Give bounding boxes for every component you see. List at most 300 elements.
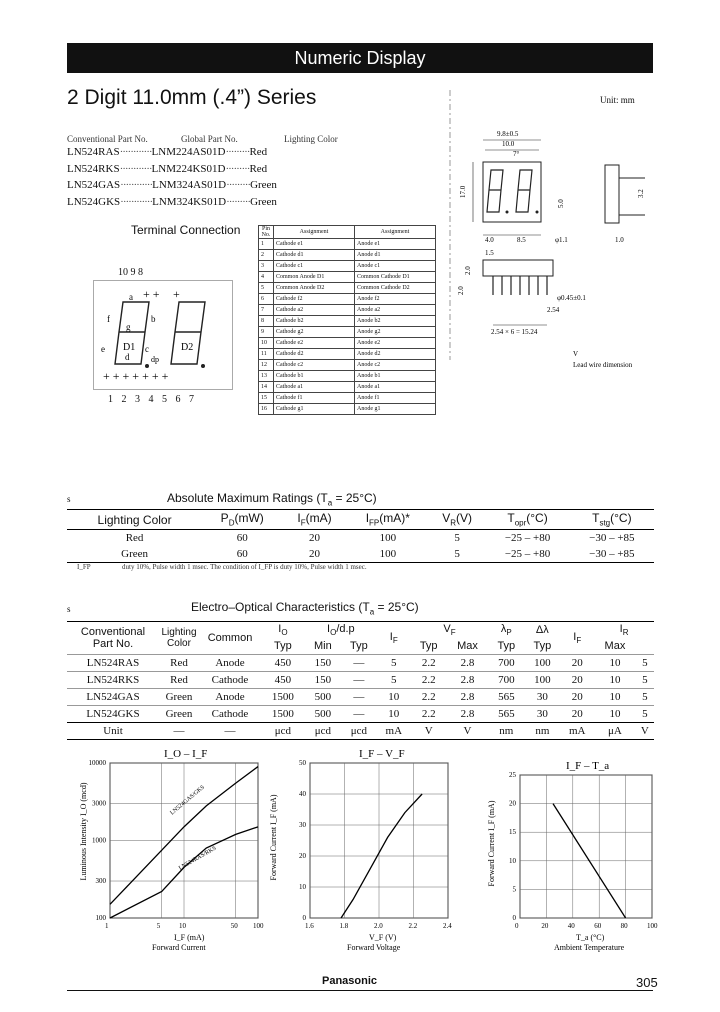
x-tick-label: 2.2 bbox=[408, 922, 418, 930]
eo-cell: — bbox=[341, 706, 377, 723]
pin-header: Pin No. bbox=[259, 226, 274, 239]
pin-cell: Cathode c2 bbox=[274, 360, 355, 371]
segment-label: d bbox=[125, 352, 130, 362]
eo-unit-cell: Unit bbox=[67, 723, 159, 740]
eo-cell: LN524GAS bbox=[67, 689, 159, 706]
eo-unit-cell: μcd bbox=[305, 723, 341, 740]
abs-cell: −30 – +85 bbox=[589, 532, 635, 544]
eo-unit-cell: — bbox=[199, 723, 261, 740]
abs-cell: 60 bbox=[236, 532, 248, 544]
pin-cell: 5 bbox=[259, 283, 274, 294]
pin-cell: Cathode d2 bbox=[274, 349, 355, 360]
dim-label: 2.0 bbox=[457, 286, 465, 295]
pin-cell: Cathode a1 bbox=[274, 382, 355, 393]
leader-dots: ········· bbox=[226, 179, 251, 191]
dim-label: 2.54 bbox=[547, 306, 560, 314]
eo-cell: 700 bbox=[488, 672, 524, 689]
eo-cell: 2.8 bbox=[447, 655, 489, 672]
dim-label: 1.0 bbox=[615, 236, 624, 244]
eo-cell: 5 bbox=[377, 655, 411, 672]
plus-sign: + + + + + + + bbox=[103, 369, 169, 383]
pin-cell: Anode f1 bbox=[355, 393, 436, 404]
eo-cell: LN524RAS bbox=[67, 655, 159, 672]
part-row bbox=[67, 179, 277, 191]
pin-row bbox=[259, 338, 436, 349]
dim-label: 2.54 × 6 = 15.24 bbox=[491, 328, 538, 336]
pin-cell: Cathode c1 bbox=[274, 261, 355, 272]
x-tick-label: 2.4 bbox=[443, 922, 452, 930]
plus-sign: + + bbox=[143, 287, 160, 301]
x-tick-label: 50 bbox=[230, 922, 238, 930]
eo-unit-cell: mA bbox=[560, 723, 594, 740]
eo-subheader: Max bbox=[594, 638, 636, 655]
segment-label: a bbox=[129, 292, 133, 302]
x-tick-label: 1.6 bbox=[305, 922, 314, 930]
y-tick-label: 40 bbox=[299, 790, 306, 798]
eo-cell: 700 bbox=[488, 655, 524, 672]
eo-row bbox=[67, 655, 654, 672]
dim-label: φ0.45±0.1 bbox=[557, 294, 586, 302]
bottom-pin-numbers bbox=[108, 394, 194, 405]
series-title: 2 Digit 11.0mm (.4”) Series bbox=[67, 86, 317, 109]
pin-cell: Cathode b2 bbox=[274, 316, 355, 327]
pin-cell: 10 bbox=[259, 338, 274, 349]
eo-cell: Green bbox=[159, 706, 199, 723]
eo-cell: Red bbox=[159, 655, 199, 672]
y-tick-label: 5 bbox=[512, 885, 516, 894]
leader-dots: ········· bbox=[225, 162, 250, 175]
leader-dots: ············ bbox=[119, 146, 152, 158]
x-axis-caption: Forward Voltage bbox=[347, 943, 401, 952]
pin-row bbox=[259, 305, 436, 316]
y-tick-label: 0 bbox=[512, 914, 516, 922]
eo-subheader: Typ bbox=[261, 638, 305, 655]
eo-unit-cell: — bbox=[159, 723, 199, 740]
x-tick-label: 80 bbox=[620, 922, 628, 930]
footer-divider bbox=[67, 990, 653, 991]
pin-cell: 13 bbox=[259, 371, 274, 382]
chart-title: I_F – V_F bbox=[359, 748, 405, 760]
eo-cell: 150 bbox=[305, 655, 341, 672]
eo-cell: 10 bbox=[594, 672, 636, 689]
eo-subheader: Typ bbox=[411, 638, 447, 655]
plus-sign: + bbox=[173, 287, 180, 301]
x-tick-label: 5 bbox=[156, 922, 161, 930]
abs-cell: Green bbox=[67, 546, 202, 563]
eo-subheader: Typ bbox=[488, 638, 524, 655]
eo-cell: 100 bbox=[524, 655, 560, 672]
pin-cell: Cathode e1 bbox=[274, 239, 355, 250]
pin-cell: 14 bbox=[259, 382, 274, 393]
pin-number: 7 bbox=[189, 394, 194, 405]
eo-row bbox=[67, 689, 654, 706]
conventional-part: LN524GAS bbox=[67, 179, 121, 191]
eo-cell: Anode bbox=[199, 655, 261, 672]
y-tick-label: 20 bbox=[299, 852, 306, 860]
pin-cell: Common Cathode D1 bbox=[355, 272, 436, 283]
y-tick-label: 10 bbox=[509, 856, 516, 865]
x-tick-label: 20 bbox=[541, 922, 549, 930]
y-tick-label: 25 bbox=[509, 771, 516, 779]
pin-cell: Anode g2 bbox=[355, 327, 436, 338]
unit-label: Unit: mm bbox=[600, 95, 635, 105]
x-tick-label: 40 bbox=[567, 922, 575, 930]
eo-cell: 10 bbox=[377, 689, 411, 706]
abs-note: I_FP duty 10%, Pulse width 1 msec. The condition of I_FP is duty 10%, Pulse width 1 msec. bbox=[77, 563, 367, 571]
y-tick-label: 50 bbox=[299, 759, 306, 767]
segment-label: f bbox=[107, 314, 110, 324]
assignment-header: Assignment bbox=[274, 226, 355, 239]
pin-cell: Cathode g2 bbox=[274, 327, 355, 338]
eo-cell: 5 bbox=[636, 672, 654, 689]
eo-subheader: Typ bbox=[341, 638, 377, 655]
part-row bbox=[67, 163, 267, 175]
pin-cell: 15 bbox=[259, 393, 274, 404]
eo-cell: 20 bbox=[560, 706, 594, 723]
segment-diagram bbox=[93, 280, 233, 390]
eo-unit-cell: mA bbox=[377, 723, 411, 740]
abs-row bbox=[67, 530, 654, 547]
conventional-part: LN524GKS bbox=[67, 195, 121, 208]
eo-unit-cell: V bbox=[411, 723, 447, 740]
eo-unit-cell: μcd bbox=[261, 723, 305, 740]
abs-header: $V_R(V)$ bbox=[429, 510, 486, 530]
pin-cell: Anode c1 bbox=[355, 261, 436, 272]
eo-unit-cell: nm bbox=[488, 723, 524, 740]
abs-header: $I_{FP}(mA)*$ bbox=[347, 510, 429, 530]
conventional-part: LN524RKS bbox=[67, 162, 120, 175]
y-tick-label: 30 bbox=[299, 821, 306, 829]
eo-cell: Anode bbox=[199, 689, 261, 706]
conventional-header: Conventional Part No. bbox=[67, 134, 148, 144]
top-pin-numbers: 10 9 8 bbox=[118, 267, 143, 278]
parts-header bbox=[67, 134, 338, 144]
eo-cell: LN524RKS bbox=[67, 672, 159, 689]
digit-label: D2 bbox=[181, 342, 194, 353]
y-tick-label: 1000 bbox=[92, 836, 106, 845]
eo-cell: 500 bbox=[305, 706, 341, 723]
eo-unit-cell: V bbox=[447, 723, 489, 740]
pin-number: 5 bbox=[162, 394, 167, 405]
section-mark: s bbox=[67, 604, 71, 614]
eo-title: Electro–Optical Characteristics $(T_a = 25^\circ C)$ bbox=[191, 600, 419, 617]
dim-label: 1.5 bbox=[485, 249, 494, 257]
pin-cell: Anode c2 bbox=[355, 360, 436, 371]
y-axis-label: Luminous Intensity I_O (mcd) bbox=[79, 782, 88, 881]
pin-cell: Cathode f1 bbox=[274, 393, 355, 404]
pin-row bbox=[259, 316, 436, 327]
pin-cell: Common Cathode D2 bbox=[355, 283, 436, 294]
abs-cell: 5 bbox=[429, 546, 486, 563]
brand-logo: Panasonic bbox=[322, 975, 378, 987]
x-tick-label: 10 bbox=[179, 922, 186, 930]
x-axis-label: T_a (°C) bbox=[576, 933, 605, 942]
abs-cell: 20 bbox=[309, 532, 321, 544]
eo-row bbox=[67, 706, 654, 723]
pin-cell: 12 bbox=[259, 360, 274, 371]
eo-cell: 20 bbox=[560, 689, 594, 706]
abs-cell: 20 bbox=[282, 546, 346, 563]
series-label: LN524GAS/GKS bbox=[169, 784, 206, 817]
eo-cell: 2.2 bbox=[411, 655, 447, 672]
pin-cell: 9 bbox=[259, 327, 274, 338]
segment-label: c bbox=[145, 344, 149, 354]
abs-cell: −30 – +85 bbox=[570, 546, 654, 563]
lead-symbol: V bbox=[573, 350, 579, 358]
abs-cell: −25 – +80 bbox=[485, 546, 569, 563]
pin-cell: 7 bbox=[259, 305, 274, 316]
pin-cell: Cathode e2 bbox=[274, 338, 355, 349]
x-tick-label: 2.0 bbox=[374, 922, 383, 930]
pin-row bbox=[259, 261, 436, 272]
global-part: LNM324KS01D bbox=[152, 195, 227, 208]
eo-cell: Cathode bbox=[199, 672, 261, 689]
assignment-header: Assignment bbox=[355, 226, 436, 239]
chart-if-vf bbox=[262, 745, 462, 960]
y-tick-label: 20 bbox=[509, 799, 516, 808]
pin-cell: Cathode a2 bbox=[274, 305, 355, 316]
abs-ratings-title: Absolute Maximum Ratings $(T_a = 25^\circ C)$ bbox=[167, 491, 377, 508]
eo-subheader: Max bbox=[447, 638, 489, 655]
eo-unit-cell: V bbox=[636, 723, 654, 740]
pin-cell: Anode f2 bbox=[355, 294, 436, 305]
pin-cell: Anode d1 bbox=[355, 250, 436, 261]
eo-cell: 5 bbox=[377, 672, 411, 689]
eo-cell: 2.8 bbox=[447, 706, 489, 723]
eo-cell: 10 bbox=[594, 706, 636, 723]
terminal-title: Terminal Connection bbox=[131, 223, 241, 237]
eo-cell: 2.8 bbox=[447, 672, 489, 689]
pin-cell: 1 bbox=[259, 239, 274, 250]
section-mark: s bbox=[67, 494, 71, 504]
dim-label: 5.0 bbox=[557, 199, 565, 208]
x-tick-label: 1.8 bbox=[339, 922, 349, 930]
abs-ratings-table bbox=[67, 509, 654, 563]
leader-dots: ········· bbox=[225, 146, 250, 158]
color-header: Lighting Color bbox=[284, 134, 338, 144]
abs-cell: 100 bbox=[347, 546, 429, 563]
pin-row bbox=[259, 239, 436, 250]
series-label: LN524RAS/RKS bbox=[178, 845, 218, 872]
dim-label: 7° bbox=[513, 150, 520, 158]
pin-number: 3 bbox=[135, 394, 140, 405]
eo-cell: 5 bbox=[636, 706, 654, 723]
eo-cell: 10 bbox=[594, 655, 636, 672]
pin-number: 6 bbox=[175, 394, 181, 405]
segment-label: b bbox=[151, 314, 156, 324]
eo-cell: 450 bbox=[261, 672, 305, 689]
eo-table: Conventional Part No. Lighting Color Common $I_O$ $I_O/d.p$ $I_F$ $V_F$ $\lambda_P$ Δλ $I_F$ $I_R$ Typ Min Typ Typ Max Typ Typ Max LN524RAS Red Anode 450 150 — 5 2.2 2.8 700 100 20 10 5 LN524RKS Red Cathode 450 150 — 5 2.2 2.8 700 100 20 10 5 LN524GAS Green Anode 1500 500 — 10 2.2 2.8 565 30 20 10 5 LN524GKS Green Cathode 1500 500 — 10 2.2 2.8 565 30 20 10 5 Unit — — μcd μcd μcd mA V V nm nm mA μA V bbox=[67, 621, 654, 740]
dim-label: 9.8±0.5 bbox=[497, 130, 519, 138]
pin-cell: Cathode d1 bbox=[274, 250, 355, 261]
pin-cell: 16 bbox=[259, 404, 274, 415]
x-tick-label: 1 bbox=[105, 922, 109, 930]
eo-cell: 1500 bbox=[261, 706, 305, 723]
y-tick-label: 100 bbox=[95, 914, 106, 922]
dim-label: 10.0 bbox=[502, 140, 515, 148]
eo-subheader: Typ bbox=[524, 638, 560, 655]
dimension-drawing bbox=[445, 90, 655, 370]
pin-row bbox=[259, 404, 436, 415]
lighting-color: Red bbox=[249, 146, 268, 158]
eo-cell: 2.2 bbox=[411, 672, 447, 689]
segment-label: dp bbox=[151, 355, 159, 364]
y-tick-label: 10000 bbox=[88, 759, 106, 767]
segment-label: g bbox=[126, 322, 131, 332]
y-tick-label: 15 bbox=[509, 828, 516, 837]
part-row bbox=[67, 146, 267, 158]
x-tick-label: 100 bbox=[647, 922, 658, 930]
pin-row bbox=[259, 250, 436, 261]
abs-cell: 60 bbox=[202, 546, 282, 563]
eo-unit-cell: μA bbox=[594, 723, 636, 740]
eo-cell: 2.2 bbox=[411, 689, 447, 706]
pin-cell: Anode a1 bbox=[355, 382, 436, 393]
pin-cell: Anode e1 bbox=[355, 239, 436, 250]
pin-row bbox=[259, 283, 436, 294]
global-header: Global Part No. bbox=[181, 134, 238, 144]
abs-header: $P_D(mW)$ bbox=[202, 510, 282, 530]
eo-cell: 30 bbox=[524, 706, 560, 723]
y-axis-label: Forward Current I_F (mA) bbox=[269, 794, 278, 881]
eo-cell: 565 bbox=[488, 689, 524, 706]
eo-unit-row bbox=[67, 723, 654, 740]
pin-cell: 3 bbox=[259, 261, 274, 272]
eo-subheader: Min bbox=[305, 638, 341, 655]
pin-cell: 6 bbox=[259, 294, 274, 305]
eo-cell: — bbox=[341, 655, 377, 672]
eo-cell: 450 bbox=[261, 655, 305, 672]
abs-cell: 5 bbox=[454, 532, 460, 544]
abs-cell: 100 bbox=[379, 532, 397, 544]
pin-cell: 11 bbox=[259, 349, 274, 360]
pin-cell: Anode g1 bbox=[355, 404, 436, 415]
eo-cell: Cathode bbox=[199, 706, 261, 723]
lighting-color: Green bbox=[250, 179, 277, 191]
pin-row bbox=[259, 327, 436, 338]
abs-row bbox=[67, 546, 654, 563]
eo-cell: 10 bbox=[594, 689, 636, 706]
lighting-color: Green bbox=[250, 195, 277, 208]
pin-row bbox=[259, 294, 436, 305]
pin-assignment-table bbox=[258, 225, 436, 415]
leader-dots: ············ bbox=[120, 179, 153, 191]
dim-label: 2.0 bbox=[464, 266, 472, 275]
eo-cell: Red bbox=[159, 672, 199, 689]
y-tick-label: 3000 bbox=[92, 799, 106, 808]
y-tick-label: 0 bbox=[302, 914, 306, 922]
pin-row bbox=[259, 371, 436, 382]
pin-row bbox=[259, 349, 436, 360]
dim-label: 17.0 bbox=[459, 185, 467, 198]
x-axis-label: V_F (V) bbox=[369, 933, 397, 942]
x-tick-label: 0 bbox=[515, 922, 519, 930]
leader-dots: ············ bbox=[120, 195, 153, 208]
eo-cell: Green bbox=[159, 689, 199, 706]
eo-cell: 5 bbox=[636, 655, 654, 672]
digit-label: D1 bbox=[123, 342, 136, 353]
dim-label: 3.2 bbox=[637, 189, 645, 198]
pin-cell: Anode d2 bbox=[355, 349, 436, 360]
lighting-color: Red bbox=[249, 162, 268, 175]
chart-title: I_F – T_a bbox=[566, 760, 610, 772]
pin-cell: 8 bbox=[259, 316, 274, 327]
leader-dots: ············ bbox=[119, 162, 152, 175]
x-tick-label: 60 bbox=[594, 922, 602, 930]
section-banner: Numeric Display bbox=[67, 43, 653, 73]
pin-cell: Cathode g1 bbox=[274, 404, 355, 415]
x-axis-caption: Forward Current bbox=[152, 943, 206, 952]
pin-number: 1 bbox=[108, 394, 113, 405]
eo-cell: 100 bbox=[524, 672, 560, 689]
pin-cell: Anode b1 bbox=[355, 371, 436, 382]
eo-unit-cell: nm bbox=[524, 723, 560, 740]
eo-cell: 20 bbox=[560, 655, 594, 672]
eo-row bbox=[67, 672, 654, 689]
x-axis-caption: Ambient Temperature bbox=[554, 943, 625, 952]
abs-header: Lighting Color bbox=[67, 510, 202, 530]
y-tick-label: 10 bbox=[299, 883, 306, 891]
dim-label: 4.0 bbox=[485, 236, 494, 244]
dim-label: φ1.1 bbox=[555, 236, 568, 244]
chart-io-if bbox=[72, 745, 272, 960]
eo-cell: 565 bbox=[488, 706, 524, 723]
part-row bbox=[67, 196, 277, 208]
pin-cell: Common Anode D2 bbox=[274, 283, 355, 294]
abs-header: $T_{opr}(^\circ C)$ bbox=[485, 510, 569, 530]
pin-row bbox=[259, 393, 436, 404]
eo-cell: — bbox=[341, 689, 377, 706]
x-axis-label: I_F (mA) bbox=[174, 933, 205, 942]
global-part: LNM224KS01D bbox=[151, 162, 226, 175]
eo-unit-cell: μcd bbox=[341, 723, 377, 740]
eo-cell: 2.2 bbox=[411, 706, 447, 723]
eo-cell: 2.8 bbox=[447, 689, 489, 706]
pin-number: 4 bbox=[148, 394, 154, 405]
conventional-part: LN524RAS bbox=[67, 146, 120, 158]
pin-row bbox=[259, 272, 436, 283]
pin-cell: Common Anode D1 bbox=[274, 272, 355, 283]
pin-cell: 4 bbox=[259, 272, 274, 283]
pin-cell: Anode e2 bbox=[355, 338, 436, 349]
pin-row bbox=[259, 382, 436, 393]
leader-dots: ········· bbox=[226, 195, 251, 208]
abs-cell: Red bbox=[125, 532, 144, 544]
y-axis-label: Forward Current I_F (mA) bbox=[487, 800, 496, 887]
chart-title: I_O – I_F bbox=[164, 748, 208, 760]
pin-cell: 2 bbox=[259, 250, 274, 261]
global-part: LNM224AS01D bbox=[151, 146, 226, 158]
global-part: LNM324AS01D bbox=[152, 179, 227, 191]
eo-cell: 30 bbox=[524, 689, 560, 706]
segment-label: e bbox=[101, 344, 105, 354]
pin-cell: Anode a2 bbox=[355, 305, 436, 316]
eo-cell: 10 bbox=[377, 706, 411, 723]
abs-header: $I_F(mA)$ bbox=[282, 510, 346, 530]
y-tick-label: 300 bbox=[95, 877, 106, 886]
abs-cell: −25 – +80 bbox=[504, 532, 551, 544]
plot-frame bbox=[520, 775, 652, 918]
abs-header: $T_{stg}(^\circ C)$ bbox=[570, 510, 654, 530]
lead-label: Lead wire dimension bbox=[573, 361, 633, 369]
eo-cell: 20 bbox=[560, 672, 594, 689]
chart-if-ta bbox=[480, 745, 670, 960]
eo-cell: — bbox=[341, 672, 377, 689]
pin-cell: Anode b2 bbox=[355, 316, 436, 327]
eo-cell: 1500 bbox=[261, 689, 305, 706]
page-number: 305 bbox=[636, 975, 658, 990]
pin-row bbox=[259, 360, 436, 371]
